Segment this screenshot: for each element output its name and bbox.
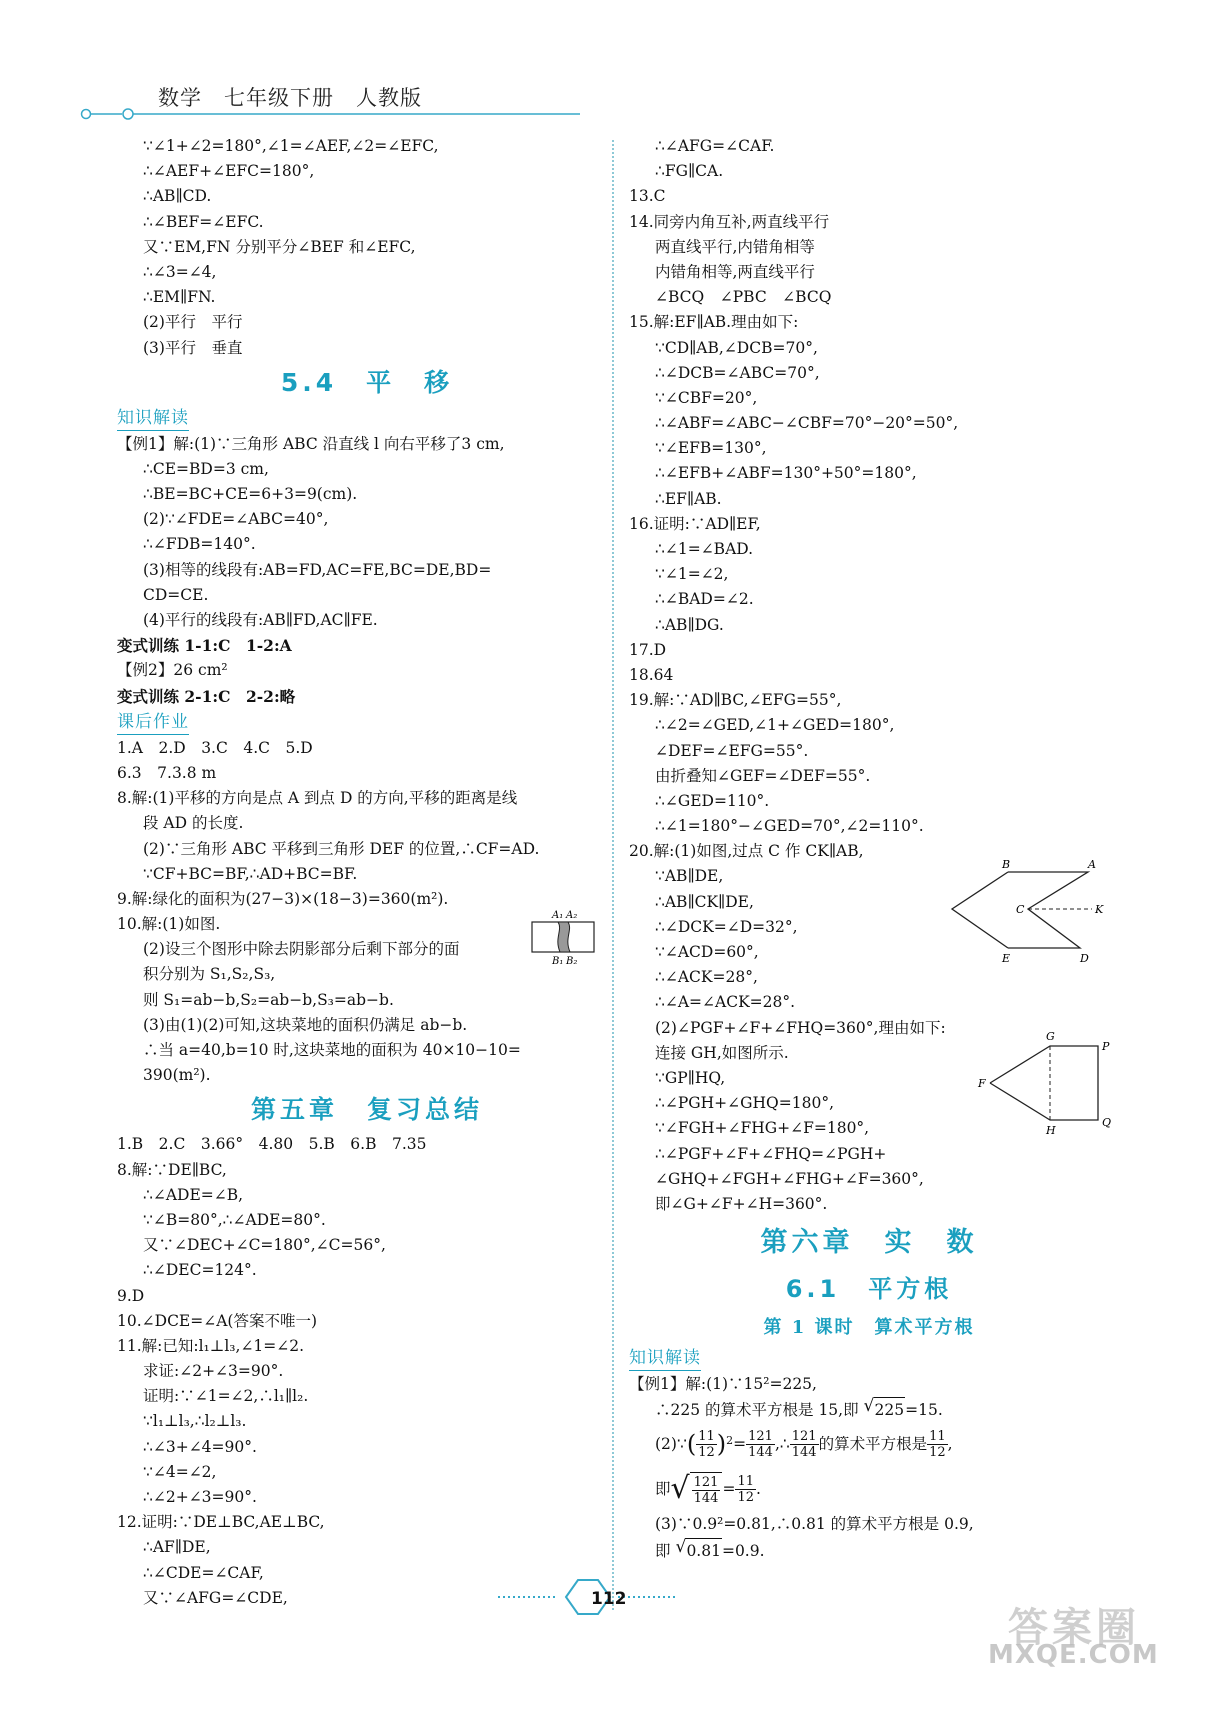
text-line: (2)∠PGF+∠F+∠FHQ=360°,理由如下:	[655, 1018, 946, 1037]
radicand: 0.81	[686, 1541, 721, 1560]
text-line: ∴∠2+∠3=90°.	[143, 1488, 257, 1506]
text-line: (2)∵∠FDE=∠ABC=40°,	[143, 510, 329, 529]
text-line: ∴AB∥DG.	[655, 615, 724, 634]
fraction	[746, 1429, 775, 1460]
text-line: ∴FG∥CA.	[655, 162, 724, 181]
denominator: 144	[748, 1444, 773, 1460]
text-line: ∴∠3+∠4=90°.	[143, 1437, 257, 1456]
fig-label-e: E	[1002, 952, 1011, 965]
text-line: 又∵∠AFG=∠CDE,	[143, 1588, 288, 1607]
text-line: ∠BCQ ∠PBC ∠BCQ	[655, 288, 832, 307]
text-span: 的算术平方根是	[818, 1434, 928, 1453]
text-line: ∴∠ADE=∠B,	[143, 1185, 244, 1204]
text-line: ∠DEF=∠EFG=55°.	[655, 741, 809, 760]
text-line: ∵AB∥DE,	[655, 867, 724, 886]
text-line: (3)平行 垂直	[143, 338, 243, 357]
text-line: ∴∠A=∠ACK=28°.	[655, 993, 796, 1012]
text-line: ∵∠4=∠2,	[143, 1462, 217, 1481]
text-line: 14.同旁内角互补,两直线平行	[629, 212, 830, 231]
text-line: ∵l₁⊥l₃,∴l₂⊥l₃.	[143, 1412, 247, 1431]
text-line: ∴∠1=∠BAD.	[655, 540, 754, 558]
text-line: 段 AD 的长度.	[143, 814, 244, 833]
text-line: 15.解:EF∥AB.理由如下:	[629, 313, 799, 332]
sqrt-line	[629, 1397, 1109, 1422]
text-line: 【例1】解:(1)∵三角形 ABC 沿直线 l 向右平移了3 cm,	[117, 434, 505, 453]
watermark-logo: 答案圈	[1008, 1604, 1140, 1651]
fig-label-q: Q	[1102, 1116, 1112, 1129]
chapter-title: 第五章 复习总结	[250, 1095, 483, 1125]
text-line: ∵∠ACD=60°,	[655, 943, 759, 961]
fraction-line	[629, 1466, 1109, 1512]
text-line: 1.A 2.D 3.C 4.C 5.D	[117, 738, 313, 757]
denominator: 144	[791, 1444, 817, 1460]
text-line: ∵GP∥HQ,	[655, 1068, 726, 1087]
text-line: (2)平行 平行	[143, 313, 243, 332]
radical-sign: √	[863, 1396, 875, 1417]
text-line: ∴∠ABF=∠ABC−∠CBF=70°−20°=50°,	[655, 414, 959, 433]
text-line: 8.解:(1)平移的方向是点 A 到点 D 的方向,平移的距离是线	[117, 789, 518, 808]
text-line: 即∠G+∠F+∠H=360°.	[655, 1194, 828, 1213]
text-line: ∵∠B=80°,∴∠ADE=80°.	[143, 1210, 326, 1229]
fig-label-h: H	[1046, 1124, 1056, 1137]
text-line: (3)由(1)(2)可知,这块菜地的面积仍满足 ab−b.	[143, 1015, 468, 1034]
text-line: ∴∠AEF+∠EFC=180°,	[143, 162, 315, 181]
text-line: ∴CE=BD=3 cm,	[143, 459, 269, 478]
numerator: 11	[698, 1428, 715, 1444]
text-line: 求证:∠2+∠3=90°.	[143, 1362, 284, 1381]
text-line: ∴AB∥CK∥DE,	[655, 892, 754, 911]
text-line: 19.解:∵AD∥BC,∠EFG=55°,	[629, 691, 842, 710]
header-decoration	[80, 108, 580, 120]
text-line: ∵∠EFB=130°,	[655, 439, 767, 458]
text-line: ∴EF∥AB.	[655, 489, 722, 508]
text-line: ∴∠DCB=∠ABC=70°,	[655, 363, 820, 382]
text-line: ∵CF+BC=BF,∴AD+BC=BF.	[143, 864, 358, 883]
text-line: ∵∠1+∠2=180°,∠1=∠AEF,∠2=∠EFC,	[143, 137, 439, 155]
text-span: ,	[947, 1434, 953, 1453]
fig-label-b2: B₂	[566, 956, 578, 966]
text-line: ∴∠AFG=∠CAF.	[655, 137, 775, 155]
knowledge-tag: 知识解读	[629, 1346, 701, 1371]
text-line: ∴∠ACK=28°,	[655, 968, 758, 987]
fig-label-k: K	[1095, 903, 1104, 916]
text-line: 又∵EM,FN 分别平分∠BEF 和∠EFC,	[143, 237, 416, 256]
text-span: =0.9.	[721, 1541, 765, 1560]
text-line: (2)∵三角形 ABC 平移到三角形 DEF 的位置,∴CF=AD.	[143, 839, 540, 858]
text-line: 由折叠知∠GEF=∠DEF=55°.	[655, 766, 871, 785]
page-number: 112	[591, 1589, 627, 1609]
text-line: 390(m²).	[143, 1066, 211, 1085]
text-line: ∠GHQ+∠FGH+∠FHG+∠F=360°,	[655, 1169, 924, 1188]
numerator: 11	[929, 1428, 946, 1444]
text-span: ∴225 的算术平方根是 15,即	[655, 1401, 864, 1420]
text-line: ∴∠1=180°−∠GED=70°,∠2=110°.	[655, 817, 924, 836]
denominator: 12	[737, 1489, 755, 1505]
fig-label-p: P	[1102, 1040, 1110, 1053]
text-line: 20.解:(1)如图,过点 C 作 CK∥AB,	[629, 842, 864, 861]
text-line: 又∵∠DEC+∠C=180°,∠C=56°,	[143, 1236, 386, 1255]
numerator: 121	[693, 1475, 719, 1491]
text-span: =15.	[905, 1401, 943, 1420]
sqrt-line	[629, 1538, 1109, 1563]
text-line: 9.解:绿化的面积为(27−3)×(18−3)=360(m²).	[117, 889, 449, 908]
text-span: =	[722, 1479, 736, 1498]
text-line: CD=CE.	[143, 585, 209, 604]
radical	[863, 1396, 906, 1423]
text-line: ∴AF∥DE,	[143, 1538, 211, 1557]
text-line: 12.证明:∵DE⊥BC,AE⊥BC,	[117, 1513, 325, 1532]
text-line: ∴当 a=40,b=10 时,这块菜地的面积为 40×10−10=	[143, 1041, 521, 1059]
text-span: 即	[655, 1479, 671, 1498]
figure-10-strip	[530, 908, 598, 966]
fig-label-b: B	[1002, 858, 1011, 871]
denominator: 12	[929, 1444, 946, 1460]
text-line: 则 S₁=ab−b,S₂=ab−b,S₃=ab−b.	[143, 990, 394, 1009]
text-line: 9.D	[117, 1286, 145, 1305]
text-line: 积分别为 S₁,S₂,S₃,	[143, 965, 276, 984]
book-title: 数学 七年级下册 人教版	[158, 86, 422, 110]
section-title: 5.4 平 移	[280, 367, 454, 397]
numerator: 11	[737, 1473, 755, 1489]
fig-label-a1: A₁	[552, 910, 564, 921]
text-line: 11.解:已知:l₁⊥l₃,∠1=∠2.	[117, 1336, 305, 1355]
text-line: ∴BE=BC+CE=6+3=9(cm).	[143, 485, 358, 504]
knowledge-tag: 知识解读	[117, 406, 189, 431]
fig-label-a: A	[1088, 858, 1096, 871]
lesson-title: 第 1 课时 算术平方根	[763, 1317, 975, 1339]
text-span: 即	[655, 1541, 676, 1560]
page-number-badge	[488, 1574, 688, 1620]
text-line: ∴∠PGH+∠GHQ=180°,	[655, 1094, 835, 1113]
paren-close: )	[716, 1429, 727, 1458]
text-span: .	[756, 1479, 761, 1498]
section-title: 6.1 平方根	[785, 1275, 953, 1304]
text-line: ∴∠FDB=140°.	[143, 535, 256, 554]
fraction	[696, 1429, 717, 1460]
paren-open: (	[686, 1429, 697, 1458]
radical-sign: √	[670, 1471, 690, 1507]
text-line: 8.解:∵DE∥BC,	[117, 1160, 227, 1179]
text-line: 两直线平行,内错角相等	[655, 237, 815, 256]
left-column	[117, 134, 617, 1611]
numerator: 121	[791, 1428, 817, 1444]
denominator: 144	[693, 1491, 719, 1507]
text-line: ∴EM∥FN.	[143, 288, 216, 307]
text-line: ∴∠2=∠GED,∠1+∠GED=180°,	[655, 716, 895, 735]
text-span: ,∴	[774, 1434, 790, 1453]
chapter-title: 第六章 实 数	[760, 1227, 978, 1259]
fig-label-c: C	[1016, 903, 1025, 916]
numerator: 121	[748, 1428, 773, 1444]
fraction	[735, 1474, 756, 1505]
fig-label-b1: B₁	[552, 956, 564, 966]
figure-20-1	[940, 854, 1120, 974]
text-line: 连接 GH,如图所示.	[655, 1043, 789, 1062]
text-line: ∴∠DCK=∠D=32°,	[655, 917, 798, 936]
text-line: ∴∠BAD=∠2.	[655, 590, 754, 609]
text-line: ∴∠EFB+∠ABF=130°+50°=180°,	[655, 464, 917, 483]
text-line: ∴∠BEF=∠EFC.	[143, 212, 264, 231]
text-line: (3)相等的线段有:AB=FD,AC=FE,BC=DE,BD=	[143, 560, 492, 579]
text-line: ∴∠DEC=124°.	[143, 1261, 257, 1280]
fig-label-f: F	[978, 1077, 986, 1090]
text-line: 证明:∵∠1=∠2,∴l₁∥l₂.	[143, 1387, 309, 1406]
text-line: ∵CD∥AB,∠DCB=70°,	[655, 338, 818, 357]
text-line: 13.C	[629, 187, 666, 206]
radicand: 225	[874, 1401, 905, 1420]
fraction	[927, 1429, 948, 1460]
text-line: 1.B 2.C 3.66° 4.80 5.B 6.B 7.35	[117, 1135, 427, 1154]
denominator: 12	[698, 1444, 715, 1460]
radical	[675, 1536, 722, 1564]
text-line: (3)∵0.9²=0.81,∴0.81 的算术平方根是 0.9,	[655, 1515, 974, 1534]
fig-label-g: G	[1046, 1030, 1055, 1043]
radical-sign: √	[675, 1536, 687, 1557]
text-line: 【例1】解:(1)∵15²=225,	[629, 1375, 817, 1394]
fig-label-a2: A₂	[566, 910, 578, 921]
text-line: ∵∠FGH+∠FHG+∠F=180°,	[655, 1119, 870, 1138]
text-line: (4)平行的线段有:AB∥FD,AC∥FE.	[143, 611, 378, 629]
text-line: 变式训练 1-1:C 1-2:A	[117, 636, 292, 656]
watermark-text: MXQE.COM	[988, 1640, 1159, 1670]
text-line: 10.解:(1)如图.	[117, 915, 221, 934]
text-line: 内错角相等,两直线平行	[655, 262, 815, 281]
fig-label-d: D	[1080, 952, 1089, 965]
text-line: ∴∠3=∠4,	[143, 262, 217, 281]
fraction-line	[629, 1422, 1109, 1466]
text-line: ∴∠CDE=∠CAF,	[143, 1563, 264, 1582]
text-line: 【例2】26 cm²	[117, 661, 228, 680]
right-column	[629, 134, 1112, 1563]
fraction	[790, 1429, 819, 1460]
text-span: (2)∵	[655, 1434, 687, 1453]
text-line: 10.∠DCE=∠A(答案不唯一)	[117, 1311, 318, 1330]
text-line: ∵∠1=∠2,	[655, 565, 729, 584]
text-line: ∴AB∥CD.	[143, 187, 212, 206]
text-line: (2)设三个图形中除去阴影部分后剩下部分的面	[143, 940, 460, 959]
homework-tag: 课后作业	[117, 710, 189, 735]
text-line: 16.证明:∵AD∥EF,	[629, 514, 761, 533]
fraction	[690, 1472, 723, 1506]
text-line: ∵∠CBF=20°,	[655, 388, 758, 407]
text-line: 变式训练 2-1:C 2-2:略	[117, 686, 296, 706]
superscript: 2	[726, 1434, 734, 1448]
text-line: 18.64	[629, 665, 674, 684]
text-span: =	[733, 1434, 747, 1453]
text-line: 6.3 7.3.8 m	[117, 763, 217, 782]
page-header	[0, 0, 1224, 120]
figure-20-2	[970, 1028, 1120, 1140]
text-line: ∴∠PGF+∠F+∠FHQ=∠PGH+	[655, 1144, 887, 1163]
text-line: ∴∠GED=110°.	[655, 791, 770, 810]
text-line: 17.D	[629, 640, 667, 659]
